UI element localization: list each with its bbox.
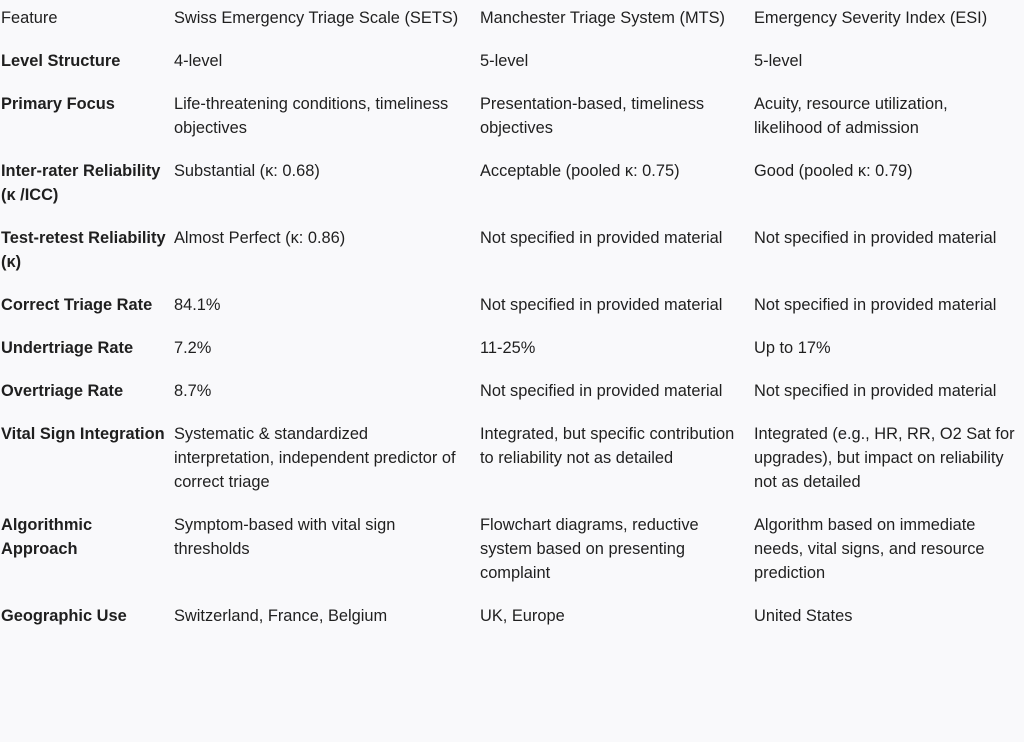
cell-sets: Systematic & standardized interpretation, independent predictor of correct triage — [174, 425, 456, 491]
cell-esi: Algorithm based on immediate needs, vital signs, and resource prediction — [754, 516, 985, 582]
header-sets: Swiss Emergency Triage Scale (SETS) — [174, 9, 459, 27]
table-row — [0, 367, 1024, 410]
cell-sets: Symptom-based with vital sign thresholds — [174, 516, 396, 558]
row-label: Inter-rater Reliability (κ /ICC) — [1, 162, 161, 204]
row-label: Correct Triage Rate — [1, 296, 153, 314]
cell-sets: Life-threatening conditions, timeliness objectives — [174, 95, 449, 137]
cell-mts: Acceptable (pooled κ: 0.75) — [480, 162, 680, 180]
cell-esi: Good (pooled κ: 0.79) — [754, 162, 913, 180]
cell-esi: Not specified in provided material — [754, 382, 997, 400]
table-row — [0, 37, 1024, 80]
cell-esi: 5-level — [754, 52, 803, 70]
cell-esi: Not specified in provided material — [754, 229, 997, 247]
table-row — [0, 410, 1024, 501]
cell-sets: 7.2% — [174, 339, 212, 357]
cell-mts: Flowchart diagrams, reductive system based on presenting complaint — [480, 516, 699, 582]
table-row — [0, 80, 1024, 147]
cell-sets: Substantial (κ: 0.68) — [174, 162, 320, 180]
cell-mts: Not specified in provided material — [480, 229, 723, 247]
table-row — [0, 147, 1024, 214]
cell-mts: Integrated, but specific contribution to reliability not as detailed — [480, 425, 735, 467]
cell-mts: Not specified in provided material — [480, 296, 723, 314]
cell-sets: Switzerland, France, Belgium — [174, 607, 388, 625]
header-esi: Emergency Severity Index (ESI) — [754, 9, 988, 27]
cell-esi: Acuity, resource utilization, likelihood of admission — [754, 95, 948, 137]
table-row — [0, 324, 1024, 367]
cell-esi: Not specified in provided material — [754, 296, 997, 314]
table-row — [0, 214, 1024, 281]
header-mts: Manchester Triage System (MTS) — [480, 9, 726, 27]
cell-esi: Up to 17% — [754, 339, 831, 357]
cell-mts: UK, Europe — [480, 607, 565, 625]
table-row — [0, 592, 1024, 635]
cell-mts: 5-level — [480, 52, 529, 70]
row-label: Test-retest Reliability (κ) — [1, 229, 166, 271]
cell-sets: 8.7% — [174, 382, 212, 400]
row-label: Algorithmic Approach — [1, 516, 93, 558]
cell-mts: Presentation-based, timeliness objectives — [480, 95, 705, 137]
cell-mts: Not specified in provided material — [480, 382, 723, 400]
cell-sets: 84.1% — [174, 296, 221, 314]
table-body — [0, 37, 1024, 635]
cell-sets: 4-level — [174, 52, 223, 70]
cell-mts: 11-25% — [480, 339, 536, 357]
row-label: Geographic Use — [1, 607, 127, 625]
table-row — [0, 281, 1024, 324]
cell-sets: Almost Perfect (κ: 0.86) — [174, 229, 346, 247]
table-row — [0, 501, 1024, 592]
row-label: Level Structure — [1, 52, 121, 70]
table-header — [0, 0, 1024, 37]
row-label: Primary Focus — [1, 95, 115, 113]
row-label: Overtriage Rate — [1, 382, 124, 400]
header-row — [0, 0, 1024, 37]
header-feature: Feature — [1, 9, 58, 27]
row-label: Undertriage Rate — [1, 339, 134, 357]
cell-esi: Integrated (e.g., HR, RR, O2 Sat for upgrades), but impact on reliability not as detailed — [754, 425, 1015, 491]
cell-esi: United States — [754, 607, 853, 625]
row-label: Vital Sign Integration — [1, 425, 165, 443]
